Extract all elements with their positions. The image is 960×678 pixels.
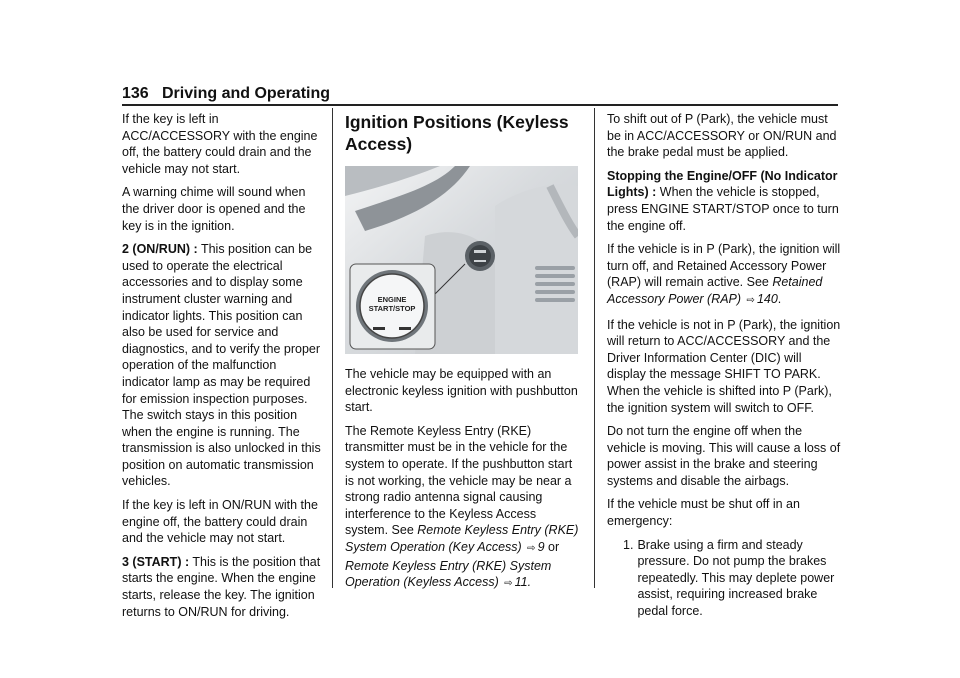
column-left bbox=[122, 111, 322, 627]
paragraph: Do not turn the engine off when the vehicle is moving. This will cause a loss of power assist in the brake and steering systems and disable the airbags. bbox=[607, 424, 841, 488]
page-reference[interactable]: 11 bbox=[514, 575, 528, 590]
paragraph-text: The Remote Keyless Entry (RKE) transmitter must be in the vehicle for the system to operate. If the pushbutton start is not working, the vehicle may be near a strong radio antenna signal causing interference to the Keyless Access system. See bbox=[345, 423, 573, 538]
page-reference[interactable]: 140 bbox=[756, 291, 778, 306]
paragraph: The Remote Keyless Entry (RKE) transmitter must be in the vehicle for the system to operate. If the pushbutton start is not working, the vehicle may be near a strong radio antenna signal causing interference to the Keyless Access system. See Remote Keyless Entry (RKE) System Operation (Key Access) ⇨ 9 or Remote Keyless Entry (RKE) System Operation (Keyless Access) ⇨ 11. bbox=[345, 423, 580, 593]
paragraph: The vehicle may be equipped with an electronic keyless ignition with pushbutton start. bbox=[345, 367, 578, 415]
column-right bbox=[607, 111, 842, 620]
term-label: Stopping the Engine/OFF (No Indicator Lights) : bbox=[607, 168, 838, 200]
term-label: 3 (START) : bbox=[122, 554, 190, 569]
term-label: 2 (ON/RUN) : bbox=[122, 242, 198, 257]
paragraph bbox=[122, 241, 322, 490]
page-reference[interactable]: 9 bbox=[537, 539, 545, 554]
paragraph: If the key is left in ON/RUN with the engine off, the battery could drain and the vehicle may not start. bbox=[122, 498, 318, 546]
paragraph: If the vehicle must be shut off in an emergency: bbox=[607, 497, 800, 529]
paragraph: A warning chime will sound when the driver door is opened and the key is in the ignition. bbox=[122, 185, 306, 233]
column-divider bbox=[594, 108, 595, 588]
paragraph-text: If the vehicle is in P (Park), the ignition will turn off, and Retained Accessory Power (RAP) will remain active. See bbox=[607, 242, 841, 290]
page-header bbox=[122, 82, 838, 106]
ignition-illustration bbox=[345, 166, 578, 354]
paragraph bbox=[122, 554, 322, 620]
page-number: 136 bbox=[122, 85, 149, 102]
paragraph: If the vehicle is in P (Park), the ignition will turn off, and Retained Accessory Power (RAP) will remain active. See Retained Accessory Power (RAP) ⇨ 140. bbox=[607, 241, 842, 309]
button-label bbox=[350, 295, 434, 313]
term-text: This position can be used to operate the electrical accessories and to display some instrument cluster warning and indicator lights. This position can also be used for service and diagnostics, and to verify the proper operation of the malfunction indicator lamp as may be required for emission inspection purposes. The switch stays in this position when the engine is running. The transmission is also unlocked in this position on automatic transmission vehicles. bbox=[122, 242, 321, 489]
button-label-line: START/STOP bbox=[368, 304, 416, 313]
section-heading: Ignition Positions (Keyless Access) bbox=[345, 112, 569, 154]
paragraph: If the vehicle is not in P (Park), the ignition will return to ACC/ACCESSORY and the Driver Information Center (DIC) will display the message SHIFT TO PARK. When the vehicle is shifted into P (Park), the ignition system will switch to OFF. bbox=[607, 317, 841, 415]
term-text: When the vehicle is stopped, press ENGINE START/STOP once to turn the engine off. bbox=[607, 185, 839, 233]
paragraph: To shift out of P (Park), the vehicle must be in ACC/ACCESSORY or ON/RUN and the brake pedal must be applied. bbox=[607, 112, 837, 160]
cross-reference-link[interactable]: Retained Accessory Power (RAP) bbox=[607, 275, 823, 306]
cross-reference-link[interactable]: Remote Keyless Entry (RKE) System Operation (Keyless Access) bbox=[345, 558, 552, 590]
section-title: Driving and Operating bbox=[162, 85, 331, 102]
list-item-text: Brake using a firm and steady pressure. Do not pump the brakes repeatedly. This may deplete power assist, requiring increased brake pedal force. bbox=[637, 537, 835, 619]
button-label-line: ENGINE bbox=[377, 295, 407, 304]
page-arrow-icon: ⇨ bbox=[746, 294, 755, 306]
column-divider bbox=[332, 108, 333, 588]
term-text: This is the position that starts the engine. When the engine starts, release the key. The ignition returns to ON/RUN for driving. bbox=[122, 554, 321, 619]
paragraph: If the key is left in ACC/ACCESSORY with the engine off, the battery could drain and the vehicle may not start. bbox=[122, 112, 318, 176]
dashboard-drawing bbox=[345, 166, 578, 354]
paragraph bbox=[607, 168, 842, 234]
page-arrow-icon: ⇨ bbox=[504, 578, 513, 590]
list-item-number: 1. bbox=[623, 537, 634, 552]
column-middle bbox=[345, 111, 580, 600]
cross-reference-link[interactable]: Remote Keyless Entry (RKE) System Operation (Key Access) bbox=[345, 523, 579, 554]
list-item bbox=[623, 537, 842, 620]
conjunction: or bbox=[548, 539, 560, 554]
page-arrow-icon: ⇨ bbox=[527, 542, 536, 554]
numbered-list bbox=[607, 537, 842, 620]
